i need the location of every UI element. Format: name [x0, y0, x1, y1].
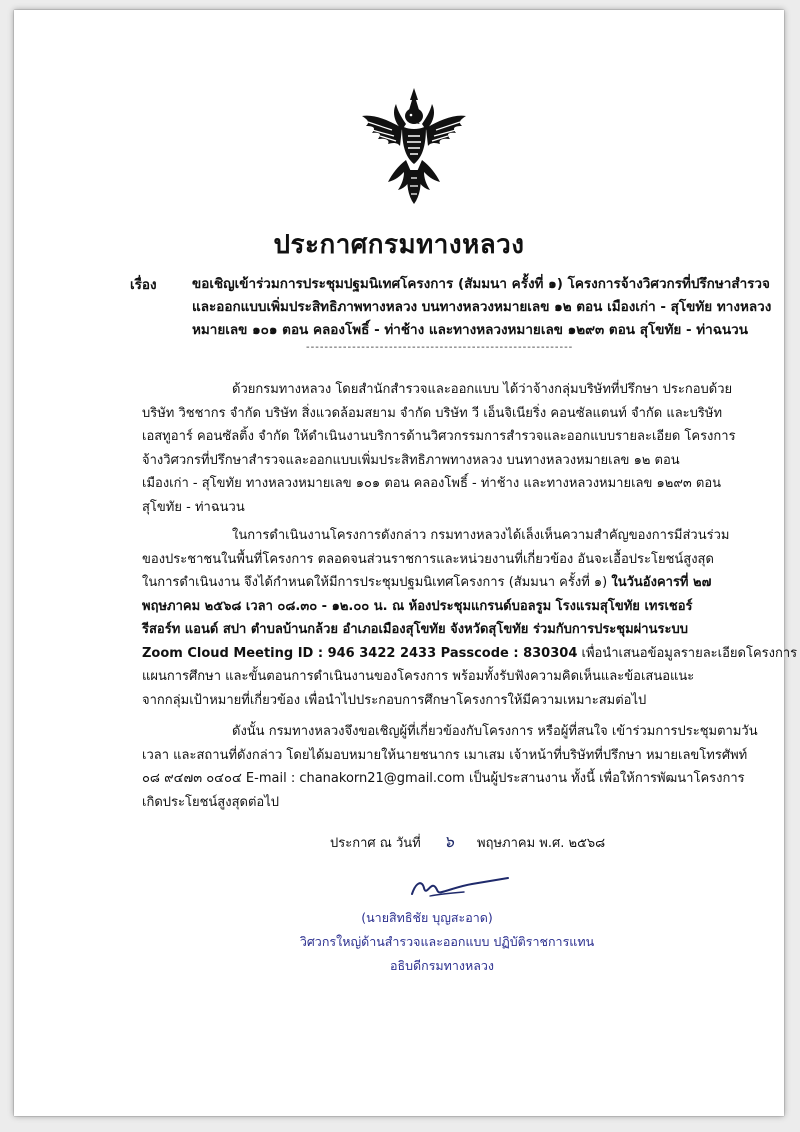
paragraph-line: ของประชาชนในพื้นที่โครงการ ตลอดจนส่วนราชการและหน่วยงานที่เกี่ยวข้อง อันจะเอื้อประโยชน์สูงสุด — [142, 551, 714, 567]
paragraph-line: ๐๘ ๙๔๗๓ ๐๔๐๔ E-mail : chanakorn21@gmail.com เป็นผู้ประสานงาน ทั้งนี้ เพื่อให้การพัฒนาโครงการ — [142, 771, 745, 786]
garuda-emblem-icon — [358, 86, 470, 206]
announce-day: ๖ — [443, 832, 454, 851]
subject-label: เรื่อง — [130, 277, 157, 293]
signer-department: อธิบดีกรมทางหลวง — [389, 958, 495, 973]
announce-month-year: พฤษภาคม พ.ศ. ๒๕๖๘ — [477, 836, 606, 851]
handwritten-signature — [400, 874, 520, 904]
paragraph-invitation — [142, 720, 758, 814]
paragraph-line: ดังนั้น กรมทางหลวงจึงขอเชิญผู้ที่เกี่ยวข้องกับโครงการ หรือผู้ที่สนใจ เข้าร่วมการประชุมตามวัน — [232, 724, 758, 739]
paragraph-line: สุโขทัย - ท่าฉนวน — [142, 499, 245, 515]
subject-line: หมายเลข ๑๐๑ ตอน คลองโพธิ์ - ท่าช้าง และทางหลวงหมายเลข ๑๒๙๓ ตอน สุโขทัย - ท่าฉนวน — [192, 322, 748, 338]
signer-block — [14, 906, 784, 978]
paragraph-meeting — [142, 524, 798, 712]
paragraph-line: เกิดประโยชน์สูงสุดต่อไป — [142, 794, 279, 810]
paragraph-intro — [142, 378, 752, 519]
paragraph-line: จากกลุ่มเป้าหมายที่เกี่ยวข้อง เพื่อนำไปประกอบการศึกษาโครงการให้มีความเหมาะสมต่อไป — [142, 692, 647, 708]
paragraph-line: ด้วยกรมทางหลวง โดยสำนักสำรวจและออกแบบ ได้ว่าจ้างกลุ่มบริษัทที่ปรึกษา ประกอบด้วย — [232, 382, 733, 397]
paragraph-line: เมืองเก่า - สุโขทัย ทางหลวงหมายเลข ๑๐๑ ตอน คลองโพธิ์ - ท่าช้าง และทางหลวงหมายเลข ๑๒๙๓ ตอน — [142, 476, 722, 491]
document-page — [14, 10, 798, 1116]
paragraph-line: จ้างวิศวกรที่ปรึกษาสำรวจและออกแบบเพิ่มประสิทธิภาพทางหลวง บนทางหลวงหมายเลข ๑๒ ตอน — [142, 452, 680, 468]
separator-line: ---------------------------------------------------------- — [306, 342, 574, 353]
paragraph-line: เอสทูอาร์ คอนซัลติ้ง จำกัด ให้ดำเนินงานบริการด้านวิศวกรรมการสำรวจและออกแบบรายละเอียด โครงการ — [142, 429, 736, 444]
paragraph-line — [142, 571, 752, 595]
signer-position: วิศวกรใหญ่ด้านสำรวจและออกแบบ ปฏิบัติราชการแทน — [299, 934, 595, 949]
zoom-meeting-info: Zoom Cloud Meeting ID : 946 3422 2433 Passcode : 830304 — [142, 645, 578, 661]
paragraph-line: เวลา และสถานที่ดังกล่าว โดยได้มอบหมายให้นายชนากร เมาเสม เจ้าหน้าที่บริษัทที่ปรึกษา หมายเลขโทรศัพท์ — [142, 747, 748, 763]
paragraph-line: ในการดำเนินงานโครงการดังกล่าว กรมทางหลวงได้เล็งเห็นความสำคัญของการมีส่วนร่วม — [232, 528, 730, 543]
paragraph-line: แผนการศึกษา และขั้นตอนการดำเนินงานของโครงการ พร้อมทั้งรับฟังความคิดเห็นและข้อเสนอแนะ — [142, 669, 695, 684]
meeting-venue-text: รีสอร์ท แอนด์ สปา ตำบลบ้านกล้วย อำเภอเมืองสุโขทัย จังหวัดสุโขทัย ร่วมกับการประชุมผ่านระบบ — [142, 622, 688, 637]
announce-date — [330, 830, 605, 855]
document-title: ประกาศกรมทางหลวง — [273, 230, 525, 260]
meeting-date-text: ในวันอังคารที่ ๒๗ — [611, 575, 712, 590]
paragraph-text: เพื่อนำเสนอข้อมูลรายละเอียดโครงการ — [577, 645, 798, 661]
meeting-time-venue-text: พฤษภาคม ๒๕๖๘ เวลา ๐๘.๓๐ - ๑๒.๐๐ น. ณ ห้องประชุมแกรนด์บอลรูม โรงแรมสุโขทัย เทรเชอร์ — [142, 598, 693, 614]
paragraph-text: ในการดำเนินงาน จึงได้กำหนดให้มีการประชุมปฐมนิเทศโครงการ (สัมมนา ครั้งที่ ๑) — [142, 575, 612, 590]
announce-prefix: ประกาศ ณ วันที่ — [330, 836, 421, 851]
signer-name: (นายสิทธิชัย บุญสะอาด) — [361, 910, 493, 925]
paragraph-line: บริษัท วิชชากร จำกัด บริษัท สิ่งแวดล้อมสยาม จำกัด บริษัท วี เอ็นจิเนียริ่ง คอนซัลแตนท์ จำกัด และบริษัท — [142, 405, 723, 421]
paragraph-line — [142, 595, 752, 619]
subject-line: และออกแบบเพิ่มประสิทธิภาพทางหลวง บนทางหลวงหมายเลข ๑๒ ตอน เมืองเก่า - สุโขทัย ทางหลวง — [192, 299, 772, 315]
subject-text — [192, 273, 772, 342]
paragraph-line — [142, 642, 798, 666]
subject-line: ขอเชิญเข้าร่วมการประชุมปฐมนิเทศโครงการ (สัมมนา ครั้งที่ ๑) โครงการจ้างวิศวกรที่ปรึกษาสำรวจ — [192, 276, 770, 292]
paragraph-line — [142, 618, 752, 642]
